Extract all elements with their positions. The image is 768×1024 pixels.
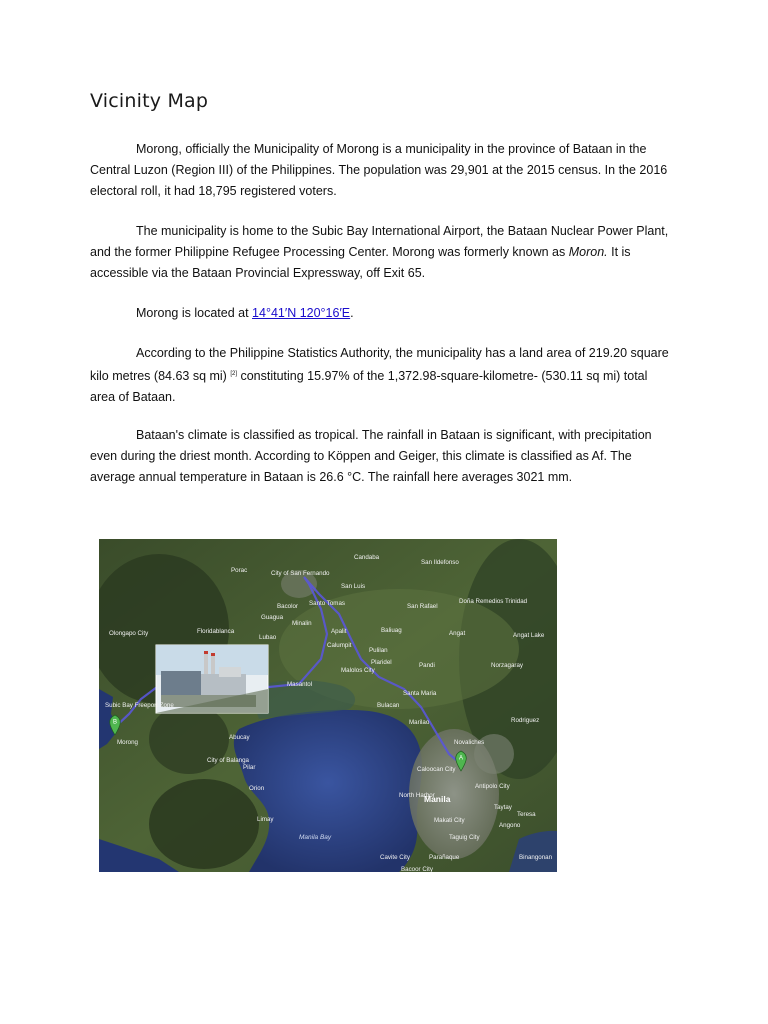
- marker-a-label: A: [458, 755, 464, 762]
- label-pulilan: Pulilan: [369, 647, 388, 654]
- label-paranaque: Parañaque: [429, 854, 460, 861]
- location-suffix: .: [350, 306, 354, 320]
- label-norzagaray: Norzagaray: [491, 662, 523, 669]
- location-prefix: Morong is located at: [136, 306, 253, 320]
- label-orion: Orion: [249, 785, 265, 792]
- area-text-2: constituting 15.97% of the 1,372.98-square-kilometre- (530.11 sq mi) total area of Bataan.: [90, 369, 648, 405]
- map-mountain-mariveles: [149, 779, 259, 869]
- label-candaba: Candaba: [354, 554, 380, 561]
- label-makati: Makati City: [434, 817, 465, 824]
- label-novaliches: Novaliches: [454, 739, 485, 746]
- label-santa-maria: Santa Maria: [403, 690, 437, 697]
- label-angat-lake: Angat Lake: [513, 632, 545, 639]
- label-binangonan: Binangonan: [519, 854, 553, 861]
- label-taytay: Taytay: [494, 804, 512, 811]
- label-san-ildefonso: San Ildefonso: [421, 559, 459, 566]
- label-morong: Morong: [117, 739, 138, 746]
- label-north-harbor: North Harbor: [399, 792, 435, 799]
- label-antipolo: Antipolo City: [475, 783, 510, 790]
- paragraph-landmarks-text-1: The municipality is home to the Subic Bay International Airport, the Bataan Nuclear Power Plant, and the former Philippine Refugee Processing Center. Morong was formerly known as: [90, 224, 669, 259]
- vicinity-map: [99, 539, 557, 872]
- label-taguig: Taguig City: [449, 834, 480, 841]
- label-minalin: Minalin: [292, 620, 312, 627]
- label-abucay: Abucay: [229, 734, 250, 741]
- label-plaridel: Plaridel: [371, 659, 392, 666]
- label-teresa: Teresa: [517, 811, 536, 818]
- label-porac: Porac: [231, 567, 248, 574]
- marker-b-label: B: [112, 719, 118, 726]
- label-pilar: Pilar: [243, 764, 256, 771]
- area-text-1: According to the Philippine Statistics Authority, the municipality has a land area of 219.20 square kilo metres (84.63 sq mi): [90, 346, 669, 384]
- paragraph-landmarks-text-2: It is accessible via the Bataan Provincial Expressway, off Exit 65.: [90, 245, 631, 280]
- label-manila-bay: Manila Bay: [299, 834, 332, 841]
- label-marilao: Marilao: [409, 719, 430, 726]
- label-bulacan: Bulacan: [377, 702, 400, 709]
- coordinates-link[interactable]: 14°41′N 120°16′E: [252, 306, 351, 320]
- page-title: Vicinity Map: [90, 90, 209, 112]
- label-dona-remedios: Doña Remedios Trinidad: [459, 598, 528, 605]
- label-calumpit: Calumpit: [327, 642, 352, 649]
- label-pandi: Pandi: [419, 662, 435, 669]
- label-san-rafael: San Rafael: [407, 603, 438, 610]
- paragraph-location: [90, 303, 675, 324]
- label-bacolor: Bacolor: [277, 603, 298, 610]
- label-santo-tomas: Santo Tomas: [309, 600, 345, 607]
- label-lubao: Lubao: [259, 634, 277, 641]
- label-rodriguez: Rodriguez: [511, 717, 540, 724]
- label-masantol: Masantol: [287, 681, 313, 688]
- label-floridablanca: Floridablanca: [197, 628, 235, 635]
- citation-ref[interactable]: [2]: [230, 371, 237, 377]
- label-cavite-city: Cavite City: [380, 854, 410, 861]
- label-angono: Angono: [499, 822, 521, 829]
- paragraph-climate: Bataan's climate is classified as tropical. The rainfall in Bataan is significant, with precipitation even during the driest month. According to Köppen and Geiger, this climate is classified as Af. The average annual temperature in Bataan is 26.6 °C. The rainfall here averages 3021 mm.: [90, 428, 652, 484]
- label-caloocan: Caloocan City: [417, 766, 456, 773]
- label-san-luis: San Luis: [341, 583, 366, 590]
- label-manila: Manila: [424, 794, 451, 804]
- label-malolos: Malolos City: [341, 667, 375, 674]
- label-angat: Angat: [449, 630, 466, 637]
- paragraph-landmarks: [90, 221, 675, 284]
- label-city-of-balanga: City of Balanga: [207, 757, 249, 764]
- former-name: Moron.: [568, 245, 608, 259]
- label-guagua: Guagua: [261, 614, 284, 621]
- label-bacoor: Bacoor City: [401, 866, 433, 872]
- paragraph-intro: Morong, officially the Municipality of Morong is a municipality in the province of Bataan in the Central Luzon (Region III) of the Philippines. The population was 29,901 at the 2015 census. In the 2016 electoral roll, it had 18,795 registered voters.: [90, 142, 668, 198]
- label-limay: Limay: [257, 816, 274, 823]
- label-apalit: Apalit: [331, 628, 347, 635]
- paragraph-area: [90, 343, 675, 408]
- label-olongapo: Olongapo City: [109, 630, 149, 637]
- label-baliuag: Baliuag: [381, 627, 402, 634]
- label-city-of-san-fernando: City of San Fernando: [271, 570, 330, 577]
- label-subic-freeport: Subic Bay Freeport Zone: [105, 702, 174, 709]
